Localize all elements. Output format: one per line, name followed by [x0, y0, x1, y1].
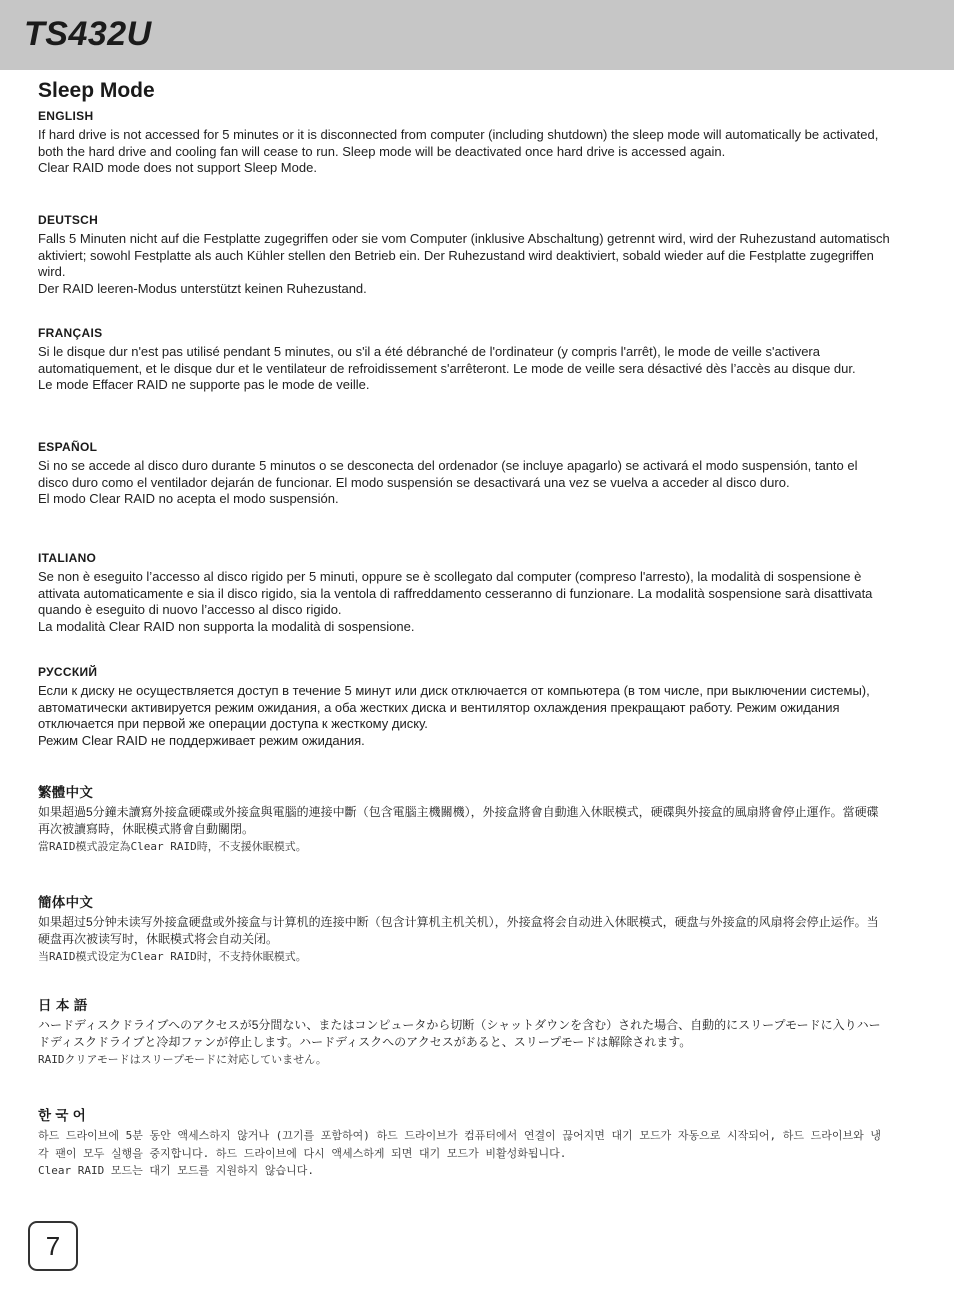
- page-number: 7: [28, 1221, 78, 1271]
- model-title: TS432U: [24, 15, 152, 53]
- lang-heading: 日 本 語: [38, 998, 88, 1013]
- paragraph: 如果超過5分鐘未讀寫外接盒硬碟或外接盒與電腦的連接中斷（包含電腦主機關機），外接盒將會自動進入休眠模式，硬碟與外接盒的風扇將會停止運作。當硬碟再次被讀寫時，休眠模式將會自動關閉。: [38, 805, 879, 836]
- header-band: [0, 0, 954, 70]
- lang-section-simplified-chinese: [38, 894, 890, 997]
- lang-heading: ESPAÑOL: [38, 440, 98, 454]
- paragraph: Если к диску не осуществляется доступ в течение 5 минут или диск отключается от компьютера (в том числе, при выключении системы), автоматически активируется режим ожидания, а оба жестких диска и вентилятор охлаждения прекращают работу. Режим ожидания отключается при первой же операции доступа к жесткому диску.: [38, 683, 870, 731]
- paragraph: El modo Clear RAID no acepta el modo suspensión.: [38, 491, 339, 506]
- lang-section-francais: [38, 325, 890, 439]
- lang-section-traditional-chinese: [38, 784, 890, 894]
- lang-section-deutsch: [38, 212, 890, 325]
- content-area: [38, 108, 890, 1180]
- paragraph: If hard drive is not accessed for 5 minutes or it is disconnected from computer (including shutdown) the sleep mode will automatically be activated, both the hard drive and cooling fan will cease to run. Sleep mode will be deactivated once hard drive is accessed again.: [38, 127, 879, 159]
- lang-section-english: [38, 108, 890, 212]
- paragraph: Se non è eseguito l’accesso al disco rigido per 5 minuti, oppure se è scollegato dal computer (compreso l'arresto), la modalità di sospensione è attivata automaticamente e sia il disco rigido, sia la ventola di raffreddamento cesseranno di funzionare. La modalità sospensione sarà disattivata quando è eseguito di nuovo l’accesso al disco rigido.: [38, 569, 873, 617]
- section-title: Sleep Mode: [38, 79, 155, 102]
- paragraph: Falls 5 Minuten nicht auf die Festplatte zugegriffen oder sie vom Computer (inklusive Abschaltung) getrennt wird, wird der Ruhezustand automatisch aktiviert; sowohl Festplatte als auch Kühler stellen den Betrieb ein. Der Ruhezustand wird deaktiviert, sobald wieder auf die Festplatte zugegriffen wird.: [38, 231, 890, 279]
- lang-heading: DEUTSCH: [38, 213, 99, 227]
- lang-heading: РУССКИЙ: [38, 665, 98, 679]
- lang-heading: ENGLISH: [38, 109, 94, 123]
- lang-section-italiano: [38, 550, 890, 664]
- paragraph: 하드 드라이브에 5분 동안 액세스하지 않거나 (끄기를 포함하여) 하드 드라이브가 컴퓨터에서 연결이 끊어지면 대기 모드가 자동으로 시작되어, 하드 드라이브와 냉각 팬이 모두 실행을 중지합니다. 하드 드라이브에 다시 액세스하게 되면 대기 모드가 비활성화됩니다.: [38, 1129, 882, 1160]
- paragraph: 如果超过5分钟未读写外接盒硬盘或外接盒与计算机的连接中断（包含计算机主机关机），外接盒将会自动进入休眠模式，硬盘与外接盒的风扇将会停止运作。当硬盘再次被读写时，休眠模式将会自动关闭。: [38, 915, 879, 946]
- lang-heading: FRANÇAIS: [38, 326, 103, 340]
- paragraph: Le mode Effacer RAID ne supporte pas le mode de veille.: [38, 377, 370, 392]
- paragraph: ハードディスクドライブへのアクセスが5分間ない、またはコンピュータから切断（シャットダウンを含む）された場合、自動的にスリープモードに入りハードディスクドライブと冷却ファンが停止します。ハードディスクへのアクセスがあると、スリープモードは解除されます。: [38, 1018, 881, 1049]
- lang-heading: ITALIANO: [38, 551, 97, 565]
- paragraph: 當RAID模式設定為Clear RAID時，不支援休眠模式。: [38, 840, 307, 853]
- paragraph: Clear RAID 모드는 대기 모드를 지원하지 않습니다.: [38, 1164, 314, 1177]
- paragraph: Der RAID leeren-Modus unterstützt keinen Ruhezustand.: [38, 280, 367, 296]
- lang-heading: 繁體中文: [38, 785, 94, 800]
- lang-section-russian: [38, 664, 890, 784]
- lang-section-espanol: [38, 439, 890, 550]
- paragraph: Clear RAID mode does not support Sleep Mode.: [38, 160, 317, 175]
- paragraph: La modalità Clear RAID non supporta la modalità di sospensione.: [38, 618, 415, 634]
- paragraph: Si no se accede al disco duro durante 5 minutos o se desconecta del ordenador (se incluye apagarlo) se activará el modo suspensión, tanto el disco duro como el ventilador dejarán de funcionar. El modo suspensión se desactivará una vez se vuelva a acceder al disco duro.: [38, 458, 858, 490]
- lang-section-korean: [38, 1107, 890, 1180]
- lang-section-japanese: [38, 997, 890, 1107]
- paragraph: Si le disque dur n'est pas utilisé pendant 5 minutes, ou s'il a été débranché de l'ordinateur (y compris l'arrêt), le mode de veille s'activera automatiquement, et le disque dur et le ventilateur de refroidissement s'arrêteront. Le mode de veille sera désactivé dès l’accès au disque dur.: [38, 344, 856, 376]
- lang-heading: 簡体中文: [38, 895, 94, 910]
- paragraph: Режим Clear RAID не поддерживает режим ожидания.: [38, 732, 365, 748]
- paragraph: 当RAID模式设定为Clear RAID时，不支持休眠模式。: [38, 950, 307, 963]
- lang-heading: 한 국 어: [38, 1108, 87, 1123]
- paragraph: RAIDクリアモードはスリープモードに対応していません。: [38, 1053, 327, 1066]
